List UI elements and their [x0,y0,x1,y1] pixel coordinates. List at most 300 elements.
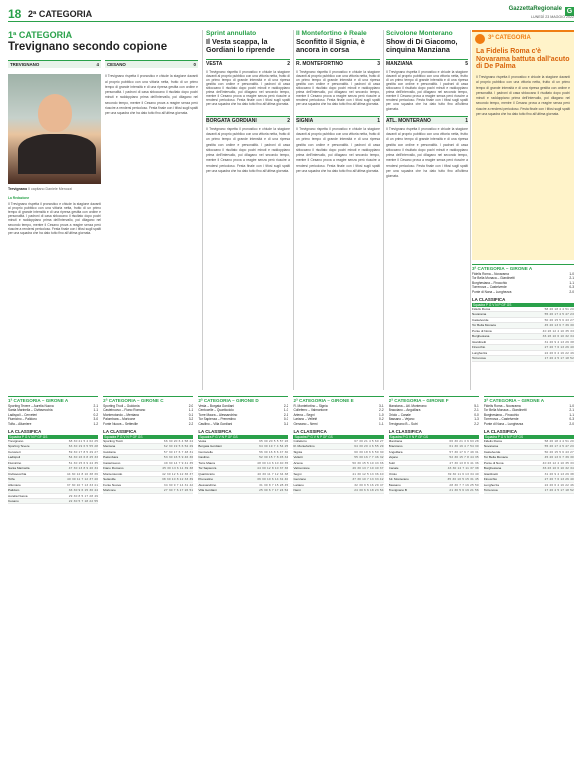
team-stats: 48 30 14 6 10 40 35 [257,460,289,465]
team-stats: 25 30 6 7 17 24 52 [259,488,289,493]
article-body: Il Trevignano rispetta il pronostico e chiude la stagione davanti al proprio pubblico con una vittoria netta, frutto di un primo tempo di grande intensità e di una ripresa gestita con ordine e personalità. I padroni di casa sbloccano il risultato dopo pochi minuti e raddoppiano prima dell'intervallo, poi dilagano nel secondo tempo, mentre il Cesano prova a reagire senza però riuscire a rendersi pericoloso. Festa finale con i tifosi sugli spalti per una squadra che ha dato tutto fino all'ultima giornata. [206,126,290,173]
team-name: Castelverde [483,449,501,454]
team-stats: 54 30 16 6 8 45 33 [68,455,99,460]
article-kicker: Sprint annullato [206,30,257,37]
standings-table [8,439,98,505]
team-stats: 63 30 19 6 5 55 28 [68,444,99,449]
standings-title: LA CLASSIFICA [483,429,518,435]
team-stats: 31 26 9 4 13 29 38 [544,339,574,344]
team-name: Giardinetti [472,339,487,344]
team-stats: 40 30 11 7 12 37 40 [67,477,99,482]
team-stats: 64 30 19 7 4 54 25 [259,444,289,449]
team-name: Moricone [103,488,116,493]
lead-photo [8,74,101,184]
lead-kicker: 1ª CATEGORIA [8,30,73,40]
article-kicker: Il Montefortino è Reale [296,30,367,37]
team-name: Bassano [388,482,401,487]
team-stats: 49 30 14 7 9 41 35 [163,460,194,465]
team-stats: 22 26 6 4 16 22 46 [544,482,574,487]
team-stats: 66 30 20 6 4 58 24 [163,438,194,443]
lead-headline: Trevignano secondo copione [8,41,168,54]
team-name: Santa Marinella [8,466,30,471]
block-title: 2ª CATEGORIA – GIRONE E [293,396,383,404]
match-teams: Ponte di Nona – Lunghezza [472,289,512,294]
match-score: 5-1 [474,403,479,408]
block-title: 2ª CATEGORIA – GIRONE C [103,396,193,404]
team-stats: 47 30 13 8 9 41 36 [449,460,479,465]
article-vesta [206,30,290,390]
team-goals: 5 [465,61,468,68]
issue-date: LUNEDÌ 23 MAGGIO 2022 [531,15,574,19]
team-name: Giardinetti [483,471,498,476]
team-stats: 36 26 10 6 10 32 34 [542,466,574,471]
standings-title: LA CLASSIFICA [472,297,506,303]
match-score: 2-0 [569,421,574,426]
brand-logo [508,6,573,15]
lead-body-2: Il Trevignano rispetta il pronostico e chiude la stagione davanti al proprio pubblico con una vittoria netta, frutto di un primo tempo di grande intensità e di una ripresa gestita con ordine e personalità. I padroni di casa sbloccano il risultato dopo pochi minuti e raddoppiano prima dell'intervallo, poi dilagano nel secondo tempo, mentre il Cesano prova a reagire senza però riuscire a rendersi pericoloso. Festa finale con i tifosi sugli spalti per una squadra che ha dato tutto fino all'ultima giornata. [105,74,198,116]
team-name: Quarticciolo [198,471,215,476]
match-score: 2-2 [474,421,479,426]
team-stats: 27 26 7 6 13 26 40 [544,345,574,350]
match-teams: Fiumicino – Palidoro [8,417,37,422]
article-body: Il Trevignano rispetta il pronostico e chiude la stagione davanti al proprio pubblico con una vittoria netta, frutto di un primo tempo di grande intensità e di una ripresa gestita con ordine e personalità. I padroni di casa sbloccano il risultato dopo pochi minuti e raddoppiano prima dell'intervallo, poi dilagano nel secondo tempo, mentre il Cesano prova a reagire senza però riuscire a rendersi pericoloso. Festa finale con i tifosi sugli spalti per una squadra che ha dato tutto fino all'ultima giornata. [296,126,380,173]
result-row [8,422,98,426]
away-goals: 0 [193,61,196,67]
team-home [386,59,468,67]
team-stats: 47 30 13 8 9 40 34 [68,466,99,471]
team-stats: 66 30 21 3 6 63 28 [449,438,479,443]
team-stats: 65 30 20 5 5 57 26 [259,438,289,443]
team-stats: 39 30 11 6 13 34 40 [447,471,479,476]
article-manziana [386,30,468,390]
team-stats: 31 30 8 7 15 28 45 [259,482,289,487]
team-name: VESTA [206,61,223,68]
match-score: 1-1 [93,408,99,413]
section-title: 2ª CATEGORIA [28,9,93,19]
match-score: 2-1 [93,403,99,408]
team-name: Guidonia [103,449,116,454]
match-teams: Borghesiana – Finocchio [472,280,508,285]
match-teams: Torre Maura – Alessandrino [198,412,238,417]
standings-header: Squadra P G V N P GF GS [103,435,193,439]
match-score: 3-1 [283,421,289,426]
team-stats: 60 30 18 6 6 50 30 [354,449,384,454]
team-stats: 44 30 12 8 10 37 36 [257,466,289,471]
match-teams: Oriolo – Canale [388,412,411,417]
article-title: Il Vesta scappa, la Gordiani lo riprende [206,37,275,54]
match-score: 2-1 [283,412,289,417]
match-score: 1-1 [569,412,574,417]
block-title: 2ª CATEGORIA – GIRONE F [389,396,479,404]
team-name: Sporting Tevere [8,444,30,449]
team-stats: 56 30 16 8 6 47 30 [259,449,289,454]
standings-row [8,499,98,504]
team-away [296,116,380,124]
match-teams: Palombara – Moricone [103,417,136,422]
team-stats: 45 30 13 6 11 39 38 [162,466,194,471]
match-score: 2-1 [474,408,479,413]
team-name: Torrenova [483,488,498,493]
page-header [8,6,574,22]
team-stats: 55 26 17 4 5 47 23 [544,444,574,449]
block-title: 3ª CATEGORIA – GIRONE A [472,264,574,272]
team-stats: 50 30 15 5 10 43 36 [352,460,384,465]
team-name: Bracciano [388,444,403,449]
team-stats: 17 26 4 5 17 18 52 [544,356,574,361]
match-score: 2-2 [188,421,194,426]
match-teams: Fidelis Roma – Novarama [472,271,509,276]
team-name: Tolfa [8,477,15,482]
standings-row [484,488,574,493]
team-stats: 53 30 16 5 9 46 36 [163,455,194,460]
team-name: Fonte Nuova [103,482,121,487]
team-name: SIGNIA [296,117,314,124]
team-name: Segni [293,471,302,476]
lineup-text: Il Trevignano rispetta il pronostico e chiude la stagione davanti al proprio pubblico con una vittoria netta, frutto di un primo tempo di grande intensità e di una ripresa gestita con ordine e personalità. I padroni di casa sbloccano il risultato dopo pochi minuti e raddoppiano prima dell'intervallo, poi dilagano nel secondo tempo, mentre il Cesano prova a reagire senza però riuscire a rendersi pericoloso. Festa finale con i tifosi sugli spalti per una squadra che ha dato tutto fino all'ultima giornata. [206,69,290,107]
match-teams: Torrenova – Castelverde [483,417,519,422]
standings-table [472,307,574,362]
team-name: Centocelle [198,449,213,454]
standings-header: Squadra P G V N P GF GS [293,435,383,439]
match-score: 3-0 [93,417,99,422]
team-goals: 1 [465,117,468,124]
match-teams: Colleferro – Valmontone [293,408,328,413]
sidebar-body: Il Trevignano rispetta il pronostico e chiude la stagione davanti al proprio pubblico con una vittoria netta, frutto di un primo tempo di grande intensità e di una ripresa gestita con ordine e personalità. I padroni di casa sbloccano il risultato dopo pochi minuti e raddoppiano prima dell'intervallo, poi dilagano nel secondo tempo, mentre il Cesano prova a reagire senza però riuscire a rendersi pericoloso. Festa finale con i tifosi sugli spalti per una squadra che ha dato tutto fino all'ultima giornata. [476,75,570,116]
team-name: Palidoro [8,488,20,493]
result-row [484,422,574,426]
team-name: MANZIANA [386,61,413,68]
team-name: Genzano [293,477,307,482]
team-home [206,59,290,67]
match-teams: Tor Sapienza – Prenestino [198,417,236,422]
team-stats: 41 30 12 5 13 36 40 [352,471,384,476]
team-name: R. MONTEFORTINO [296,61,343,68]
team-name: Ladispoli [8,455,21,460]
standings-header: Squadra P G V N P GF GS [472,303,574,307]
result-block [484,396,574,772]
team-name: Valmontone [293,466,310,471]
team-name: Sutri [388,460,396,465]
team-name: Cerveteri [8,449,21,454]
standings-header: Squadra P G V N P GF GS [198,435,288,439]
page-number: 18 [8,7,22,21]
match-score: 2-2 [379,408,384,413]
match-teams: Monterotondo – Mentana [103,412,139,417]
team-stats: 22 30 5 7 18 22 55 [68,498,99,503]
team-stats: 52 30 15 7 8 45 34 [259,455,289,460]
team-stats: 27 30 7 6 17 26 51 [163,488,194,493]
team-stats: 17 26 4 5 17 18 52 [544,488,574,493]
standings-header: Squadra P G V N P GF GS [484,435,574,439]
match-score: 1-2 [93,421,99,426]
team-name: Manziana [388,438,403,443]
match-score: 0-2 [93,412,99,417]
standings-header: Squadra P G V N P GF GS [8,435,98,439]
team-name: Aurelia Nuova [8,493,28,498]
team-stats: 64 30 20 4 6 55 29 [354,444,384,449]
team-stats: 68 30 21 5 4 62 25 [68,438,99,443]
result-block [103,396,193,772]
team-name: Novarama [483,444,499,449]
article-body: Il Trevignano rispetta il pronostico e chiude la stagione davanti al proprio pubblico con una vittoria netta, frutto di un primo tempo di grande intensità e di una ripresa gestita con ordine e personalità. I padroni di casa sbloccano il risultato dopo pochi minuti e raddoppiano prima dell'intervallo, poi dilagano nel secondo tempo, mentre il Cesano prova a reagire senza però riuscire a rendersi pericoloso. Festa finale con i tifosi sugli spalti per una squadra che ha dato tutto fino all'ultima giornata. [386,126,468,179]
match-score: 0-2 [379,417,384,422]
match-teams: R. Montefortino – Signia [293,403,328,408]
result-row [198,422,288,426]
team-name: Colleferro [293,438,307,443]
match-score: 2-1 [569,276,574,281]
team-away [206,116,290,124]
team-stats: 50 26 15 5 6 43 27 [544,449,574,454]
team-name: Vesta [198,438,207,443]
sidebar-tag: 3ª CATEGORIA [488,35,531,42]
standings-table [484,439,574,494]
match-score: 1-3 [474,417,479,422]
team-name: Civitavecchia [8,471,27,476]
article-kicker: Scivolone Monterano [386,30,453,37]
team-name: Nemi [293,488,301,493]
standings-title: LA CLASSIFICA [388,429,422,435]
team-name: Trevignano [8,438,24,443]
team-stats: 45 26 13 6 7 39 30 [544,323,574,328]
team-name: BORGATA GORDIANI [206,117,257,124]
result-row [293,422,383,426]
standings-row [472,356,574,361]
standings-table [389,439,479,494]
team-name: Anguillara [388,449,403,454]
match-score: 0-3 [569,285,574,290]
team-name: Cesano [8,498,19,503]
team-name: Atl. Monterano [388,477,409,482]
sidebar-3a-categoria [472,30,574,260]
team-name: Canale [388,466,399,471]
match-teams: Santa Marinella – Civitavecchia [8,408,53,413]
team-name: Alessandrino [198,482,217,487]
team-name: Torrenova [472,356,486,361]
match-teams: Tolfa – Allumiere [8,421,32,426]
match-teams: Manziana – Atl. Monterano [388,403,427,408]
match-score: 1-0 [283,408,289,413]
match-score: 1-0 [569,403,574,408]
lineup-text: Il Trevignano rispetta il pronostico e chiude la stagione davanti al proprio pubblico con una vittoria netta, frutto di un primo tempo di grande intensità e di una ripresa gestita con ordine e personalità. I padroni di casa sbloccano il risultato dopo pochi minuti e raddoppiano prima dell'intervallo, poi dilagano nel secondo tempo, mentre il Cesano prova a reagire senza però riuscire a rendersi pericoloso. Festa finale con i tifosi sugli spalti per una squadra che ha dato tutto fino all'ultima giornata. [296,69,380,107]
team-stats: 44 30 12 8 10 38 36 [66,471,99,476]
match-teams: Fidelis Roma – Novarama [483,403,521,408]
team-name: Lariano [293,482,304,487]
team-stats: 43 30 12 7 11 37 38 [447,466,479,471]
block-title: 3ª CATEGORIA – GIRONE A [484,396,574,404]
match-score: 2-0 [569,289,574,294]
lineup-text: Il Trevignano rispetta il pronostico e chiude la stagione davanti al proprio pubblico con una vittoria netta, frutto di un primo tempo di grande intensità e di una ripresa gestita con ordine e personalità. I padroni di casa sbloccano il risultato dopo pochi minuti e raddoppiano prima dell'intervallo, poi dilagano nel secondo tempo, mentre il Cesano prova a reagire senza però riuscire a rendersi pericoloso. Festa finale con i tifosi sugli spalti per una squadra che ha dato tutto fino all'ultima giornata. [386,69,468,111]
brand-name: GazzettaRegionale [508,6,562,12]
lead-score-home [8,60,101,69]
team-goals: 2 [287,117,290,124]
team-goals: 1 [377,117,380,124]
team-name: Borgata Gordiani [198,444,222,449]
match-teams: Sporting Tivoli – Guidonia [103,403,140,408]
match-teams: Casilino – Villa Gordiani [198,421,233,426]
team-stats: 46 30 13 7 10 40 37 [352,466,384,471]
match-teams: Genzano – Nemi [293,421,318,426]
match-teams: Lariano – Velletri [293,417,318,422]
team-stats: 40 26 12 4 10 35 33 [542,460,574,465]
sidebar-standings [472,264,574,390]
standings-table [293,439,383,494]
team-stats: 36 30 10 6 14 31 40 [257,477,289,482]
team-name: Novarama [472,312,487,317]
standings-title: LA CLASSIFICA [293,429,327,435]
team-name: Artena [293,460,303,465]
home-team: TREVIGNANO [10,61,40,67]
team-stats: 27 26 7 6 13 26 40 [544,477,574,482]
team-stats: 55 30 16 7 7 46 32 [354,455,384,460]
team-stats: 57 30 17 6 7 48 31 [163,449,194,454]
team-stats: 24 30 6 6 18 23 54 [354,488,384,493]
team-name: Prenestino [198,477,214,482]
match-score: 0-1 [188,412,194,417]
standings-row [198,488,288,493]
match-teams: Tor Bella Monaca – Giardinetti [472,276,515,281]
match-teams: Centocelle – Quarticciolo [198,408,234,413]
team-home [296,59,380,67]
team-name: Vejano [388,455,399,460]
article-title: Show di Di Giacomo, cinquina Manziana [386,37,458,54]
result-row [472,290,574,294]
match-teams: Ladispoli – Cerveteri [8,412,38,417]
team-goals: 2 [287,61,290,68]
result-block [472,264,574,362]
article-montefortino [296,30,380,390]
team-stats: 57 30 17 6 7 49 31 [449,449,479,454]
match-teams: Vesta – Borgata Gordiani [198,403,234,408]
results-grid [8,396,574,772]
team-stats: 40 30 11 7 12 34 38 [257,471,289,476]
article-title: Sconfitto il Signia, è ancora in corsa [296,37,365,54]
team-name: Borghesiana [483,466,502,471]
team-name: Fiumicino [8,460,22,465]
team-name: Oriolo [388,471,397,476]
team-stats: 33 30 9 6 15 30 44 [68,488,99,493]
team-stats: 50 26 15 5 6 43 27 [544,317,574,322]
team-name: ATL. MONTERANO [386,117,431,124]
result-row [103,422,193,426]
team-stats: 52 30 15 7 8 44 35 [449,455,479,460]
team-name: Setteville [103,477,116,482]
match-score: 0-3 [569,417,574,422]
team-stats: 61 30 19 4 7 54 30 [449,444,479,449]
standings-row [293,488,383,493]
result-block [293,396,383,772]
match-teams: Borghesiana – Finocchio [483,412,519,417]
team-stats: 40 26 12 4 10 35 33 [542,328,574,333]
team-name: Ponte di Nona [483,460,504,465]
standings-row [103,488,193,493]
match-score: 0-0 [283,417,289,422]
team-name: Castelverde [472,317,489,322]
team-stats: 36 26 10 6 10 32 34 [542,334,574,339]
standings-header: Squadra P G V N P GF GS [389,435,479,439]
team-name: Villa Gordiani [198,488,217,493]
standings-title: LA CLASSIFICA [198,429,232,435]
team-name: Sporting Tivoli [103,438,123,443]
team-name: Borghesiana [472,334,490,339]
home-goals: 4 [96,61,99,67]
match-teams: Bassano – Vejano [388,417,415,422]
team-stats: 28 30 7 7 16 25 50 [449,482,479,487]
team-stats: 21 30 5 6 19 21 56 [449,488,479,493]
team-stats: 38 30 10 8 12 33 39 [162,477,194,482]
lead-byline: La Redazione [8,195,30,200]
team-stats: 37 30 10 7 13 33 41 [66,482,99,487]
team-name: Finocchio [472,345,486,350]
category-badge-icon [475,34,485,44]
match-score: 0-0 [474,412,479,417]
lead-score-away [105,60,198,69]
result-row [389,422,479,426]
team-stats: 35 30 10 5 15 31 45 [447,477,479,482]
match-teams: Tor Bella Monaca – Giardinetti [483,408,527,413]
team-name: Fidelis Roma [472,306,491,311]
match-score: 3-2 [188,417,194,422]
team-stats: 59 30 17 8 5 49 27 [68,449,99,454]
match-score: 1-1 [379,421,384,426]
standings-table [198,439,288,494]
match-score: 1-1 [569,280,574,285]
block-title: 1ª CATEGORIA – GIRONE A [8,396,98,404]
standings-title: LA CLASSIFICA [8,429,42,435]
match-teams: Trevignano B – Sutri [388,421,418,426]
team-name: Tor Sapienza [198,466,217,471]
team-name: Monterotondo [103,471,123,476]
match-score: 1-1 [188,408,194,413]
team-name: Velletri [293,455,303,460]
match-teams: Artena – Segni [293,412,315,417]
result-block [389,396,479,772]
match-teams: Torrenova – Castelverde [472,285,507,290]
sidebar-title: La Fidelis Roma c'è Novarama battuta dall'acuto di De Palma [476,48,570,71]
standings-row [389,488,479,493]
match-teams: Fonte Nuova – Setteville [103,421,138,426]
team-name: Ponte di Nona [472,328,492,333]
team-name: Signia [293,449,303,454]
team-stats: 58 26 18 4 4 51 20 [544,306,574,311]
team-name: Casilino [198,455,210,460]
team-name: Finocchio [483,477,498,482]
team-name: Fidelis Roma [483,438,502,443]
team-stats: 45 26 13 6 7 39 30 [544,455,574,460]
match-score: 2-2 [283,403,289,408]
team-stats: 31 26 9 4 13 29 38 [544,471,574,476]
team-name: Trevignano B [388,488,407,493]
team-stats: 34 30 9 7 14 31 42 [163,482,194,487]
standings-title: LA CLASSIFICA [103,429,137,435]
photo-subcaption: Il capitano Daniele Menozzi [28,187,73,192]
team-name: Palombara [103,455,119,460]
match-score: 1-0 [379,412,384,417]
team-name: Tor Bella Monaca [483,455,508,460]
lead-article [8,30,198,280]
team-stats: 29 30 8 5 17 28 49 [68,493,99,498]
team-name: Lunghezza [483,482,499,487]
match-teams: Ponte di Nona – Lunghezza [483,421,524,426]
team-stats: 55 26 17 4 5 47 23 [544,312,574,317]
photo-caption: Trevignano [8,187,28,192]
team-stats: 67 30 21 4 5 60 27 [354,438,384,443]
team-stats: 37 30 10 7 13 33 42 [352,477,384,482]
team-name: Mentana [103,444,116,449]
team-stats: 22 26 6 4 16 22 46 [544,350,574,355]
brand-mark-icon: G [566,8,573,15]
match-score: 1-0 [569,271,574,276]
team-stats: 32 30 9 5 16 29 47 [354,482,384,487]
